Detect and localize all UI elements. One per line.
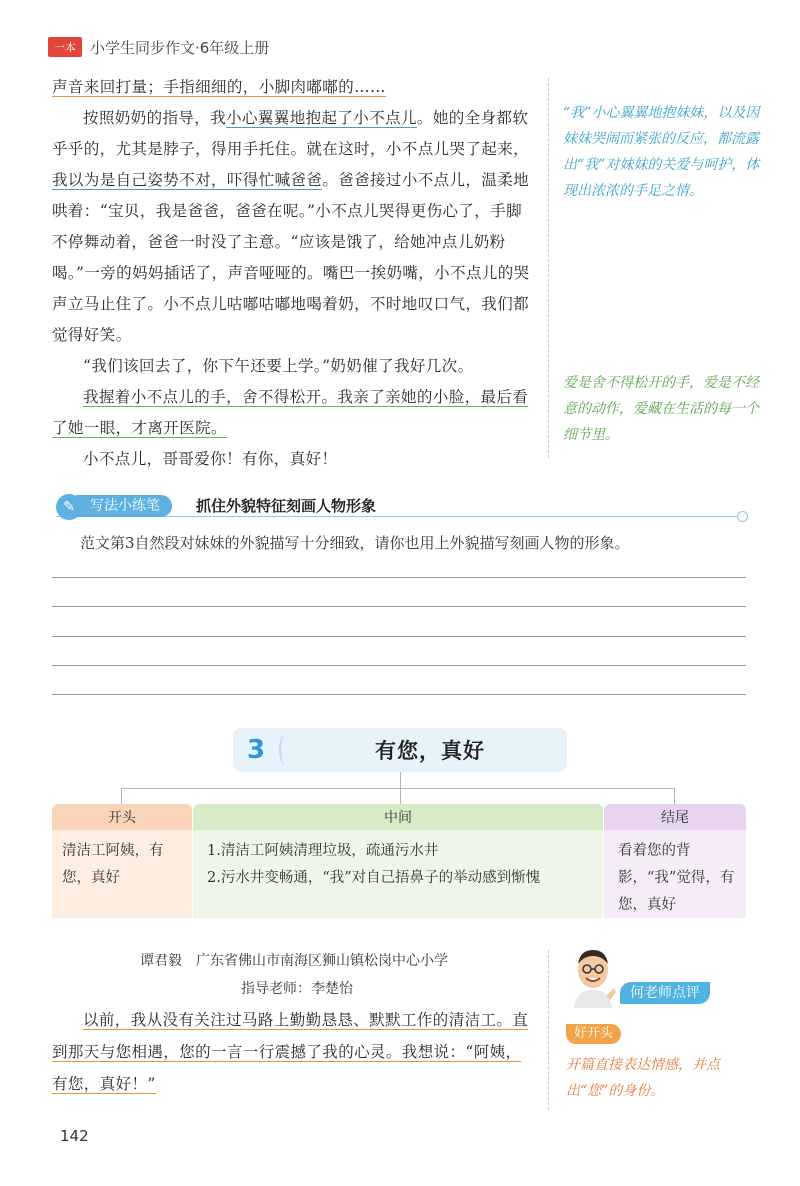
essay-number: 3 bbox=[246, 735, 266, 765]
writing-line[interactable] bbox=[52, 636, 746, 637]
outline-middle-head: 中间 bbox=[193, 804, 603, 830]
margin-divider bbox=[548, 950, 549, 1110]
writing-line[interactable] bbox=[52, 606, 746, 607]
text-segment: 按照奶奶的指导，我 bbox=[83, 109, 227, 127]
outline-connector bbox=[400, 772, 401, 788]
essay2-paragraph-1 bbox=[52, 1004, 536, 1100]
book-title: 小学生同步作文·6年级上册 bbox=[90, 38, 270, 57]
text-segment: 。她的全身都软乎乎的，尤其是脖子，得用手托住。就在这时，小不点儿哭了起来， bbox=[52, 109, 530, 158]
outline-middle-item: 2.污水井变畅通，“我”对自己捂鼻子的举动感到惭愧 bbox=[207, 870, 541, 886]
essay-paragraph-1 bbox=[52, 103, 536, 351]
writing-line[interactable] bbox=[52, 694, 746, 695]
outline-end-body: 看着您的背影，“我”觉得，有您，真好 bbox=[604, 830, 746, 918]
essay-title: 有您，真好 bbox=[375, 738, 485, 763]
essay-paragraph-2: “我们该回去了，你下午还要上学。”奶奶催了我好几次。 bbox=[83, 357, 474, 375]
outline-start bbox=[52, 804, 192, 918]
outline-end-head: 结尾 bbox=[604, 804, 746, 830]
page-header bbox=[48, 36, 269, 58]
outline-end bbox=[604, 804, 746, 918]
comment-tag: 好开头 bbox=[566, 1024, 621, 1044]
underlined-text: 声音来回打量；手指细细的，小脚肉嘟嘟的…… bbox=[52, 78, 386, 96]
outline-connector bbox=[400, 788, 401, 804]
practice-label: 写法小练笔 bbox=[76, 495, 172, 517]
writing-line[interactable] bbox=[52, 577, 746, 578]
essay-title-box bbox=[233, 728, 567, 772]
teacher-avatar-icon bbox=[566, 946, 620, 1008]
outline-connector bbox=[674, 788, 675, 804]
teacher-comment: 开篇直接表达情感，并点出“您”的身份。 bbox=[566, 1057, 720, 1099]
outline-middle bbox=[193, 804, 603, 918]
outline-start-head: 开头 bbox=[52, 804, 192, 830]
margin-note-green: 爱是舍不得松开的手，爱是不经意的动作，爱藏在生活的每一个细节里。 bbox=[563, 375, 759, 443]
author-byline: 谭君毅 广东省佛山市南海区狮山镇松岗中心小学 bbox=[140, 953, 448, 969]
teacher-comment-badge: 何老师点评 bbox=[620, 982, 710, 1004]
title-decoration bbox=[279, 734, 293, 766]
underlined-text: 我以为是自己姿势不对，吓得忙喊爸爸 bbox=[52, 171, 323, 189]
underlined-text: 以前，我从没有关注过马路上勤勤恳恳、默默工作的清洁工。直到那天与您相遇，您的一言一行震撼了我的心灵。我想说：“阿姨，有您，真好！” bbox=[52, 1011, 529, 1093]
underlined-text: 小心翼翼地抱起了小不点儿 bbox=[226, 109, 417, 127]
outline-start-body: 清洁工阿姨，有您，真好 bbox=[52, 830, 192, 918]
mentor-line: 指导老师：李楚怡 bbox=[241, 981, 353, 997]
brand-badge: 一本 bbox=[48, 37, 82, 57]
practice-instruction: 范文第3自然段对妹妹的外貌描写十分细致，请你也用上外貌描写刻画人物的形象。 bbox=[80, 534, 630, 552]
practice-subtitle: 抓住外貌特征刻画人物形象 bbox=[196, 497, 377, 515]
outline-connector bbox=[121, 788, 122, 804]
page-number: 142 bbox=[60, 1127, 89, 1145]
text-segment: 。爸爸接过小不点儿，温柔地哄着：“宝贝，我是爸爸，爸爸在呢。”小不点儿哭得更伤心了，手脚不停舞动着，爸爸一时没了主意。“应该是饿了，给她冲点儿奶粉喝。”一旁的妈妈插话了，声音哑哑的。嘴巴一挨奶嘴，小不点儿的哭声立马止住了。小不点儿咕嘟咕嘟地喝着奶，不时地叹口气，我们都觉得好笑。 bbox=[52, 171, 530, 344]
pen-icon: ✎ bbox=[56, 494, 82, 520]
essay-paragraph-3 bbox=[52, 382, 536, 444]
section-rule-end bbox=[737, 511, 748, 522]
essay-body bbox=[52, 72, 536, 475]
essay-line-0 bbox=[52, 72, 536, 103]
essay2-body bbox=[52, 1004, 536, 1100]
margin-note-blue: “我”小心翼翼地抱妹妹，以及因妹妹哭闹而紧张的反应，都流露出“我”对妹妹的关爱与呵护，体现出浓浓的手足之情。 bbox=[563, 105, 760, 199]
writing-line[interactable] bbox=[52, 665, 746, 666]
outline-middle-item: 1.清洁工阿姨清理垃圾，疏通污水井 bbox=[207, 843, 439, 859]
essay-paragraph-4: 小不点儿，哥哥爱你！有你，真好！ bbox=[83, 450, 338, 468]
outline-connector bbox=[121, 788, 674, 789]
margin-divider bbox=[548, 78, 549, 458]
practice-section-header bbox=[56, 492, 748, 522]
underlined-text: 我握着小不点儿的手，舍不得松开。我亲了亲她的小脸，最后看了她一眼，才离开医院。 bbox=[52, 388, 529, 437]
outline-middle-body bbox=[193, 830, 603, 918]
